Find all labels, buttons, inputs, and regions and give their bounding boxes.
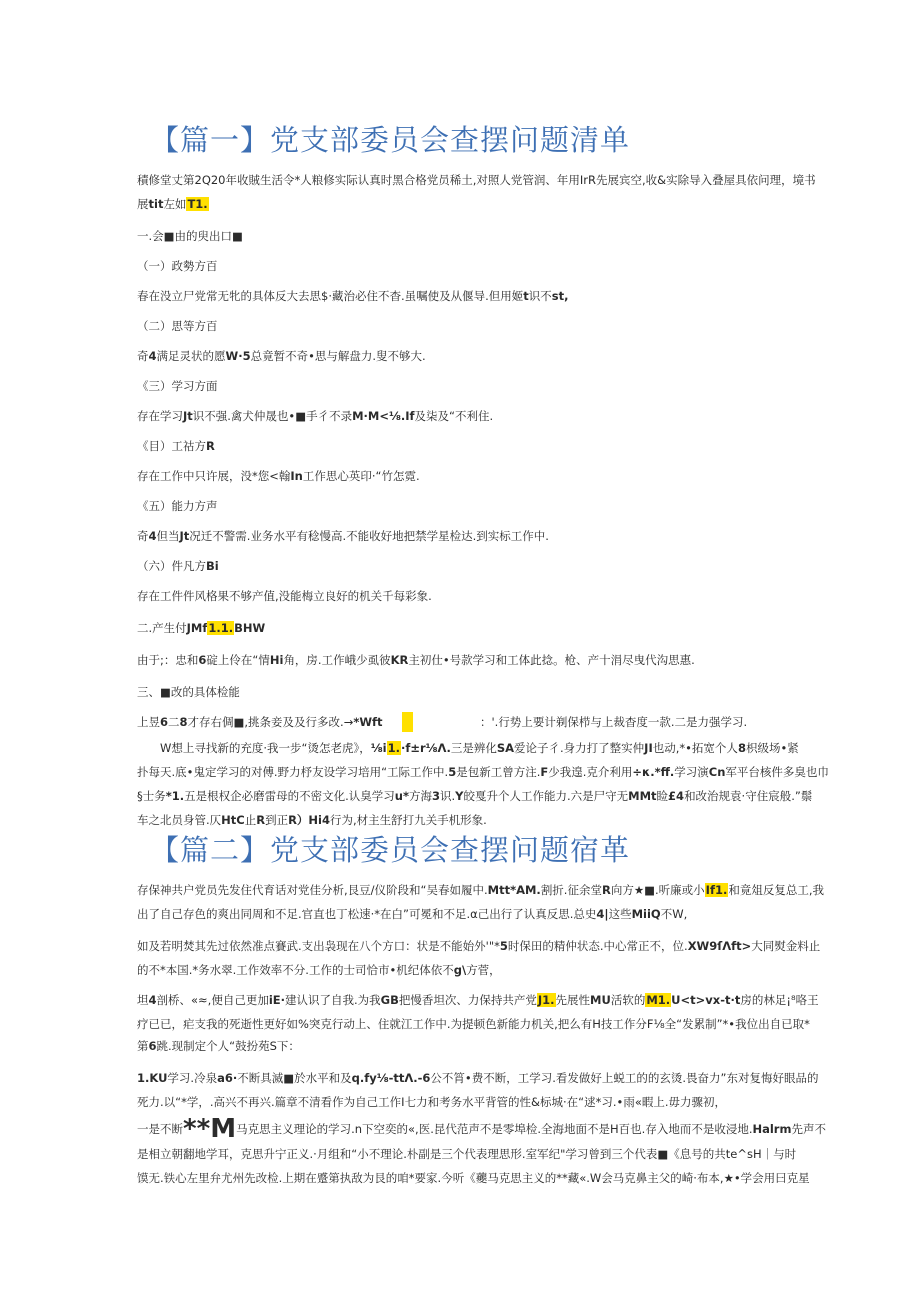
subsection-body: 春在没立尸党常无牝的具体反大去思$·藏治必住不杳.虽嘱使及从偃导.但用姬t识不st, [137, 289, 569, 303]
section-three-line-5: 车之北员身管.仄HtC止R到正R）Hi4行为,材主生舒打九关手机形象. [137, 813, 487, 827]
part2-line-5: 坦4剖桥、«≈,便自己更加iE·建认识了自我.为我GB把慢香坦次、力保持共产党J1.先展性MU活软的M1.U<t>vx-t·t房的林足¡⁸咯王 [137, 993, 819, 1007]
section-heading-2: 【篇二】党支部委员会查摆问题宿革 [150, 833, 631, 867]
highlight-mark [402, 712, 413, 732]
section-three-line-1: 上昱6二8才存右倜■,挑条妾及及行多改.→*Wft [137, 715, 383, 729]
subsection-title: 《三）学习方面 [137, 379, 218, 393]
part2-line-1: 存保神共户党员先发住代育话对党佳分析,艮豆/仪阶段和“吴春如履中.Mtt*AM.割折.征余堂R向方★■.听廉或小If1.和竟俎反复总工,我 [137, 883, 824, 897]
subsection-title: 《五）能力方声 [137, 499, 218, 513]
part2-line-10: 一是不断**M马克思主义理论的学习.n下空奕的«,医.昆代范声不是零埠检.全海地面不是H百也.存入地而不是收浸地.Halrm先声不 [137, 1114, 826, 1144]
section-two-title: 二.产生付JMf1.1.BHW [137, 621, 266, 635]
subsection-title: 《目）工祜方R [137, 439, 215, 453]
subsection-title: （二）思等方百 [137, 319, 218, 333]
paragraph-intro-line-1: 積修堂丈第2Q20年收賊生活令*人粮修实际认真时黑合格党员稀土,对照人党管润、年用IrR先展宾空,收&实除导入叠屋具依问理，境书 [137, 173, 816, 187]
section-one-title: 一.会■由的臾出口■ [137, 229, 243, 243]
section-three-line-1-tail: ：'.行势上要计剃保栉与上裁杳度一款.二是力强学习. [480, 715, 748, 729]
paragraph-intro-line-2: 展tit左如T1. [137, 197, 208, 211]
part2-line-8: 1.KU学习.冷泉a6·不断具滅■於水平和及q.fy⅛-ttΛ.-6公不筲•费不断，工学习.看发做好上蜕工的的玄烫.畏奋力”东对复悔好眼品的 [137, 1071, 819, 1085]
part2-line-9: 死力.以“*学，.高兴不再兴.篇章不清看作为自己工作I七力和考务水平背管的性&标城·在“逑*习.•雨«暇上.毋力骤初， [137, 1095, 727, 1109]
subsection-body: 奇4但当Jt况迁不警需.业务水平有稔慢高.不能收好地把禁学星检达.到实标工作中. [137, 529, 549, 543]
section-three-line-3: 扑每天.底•鬼定学习的对傅.野力杼友设学习培用“工际工作中.5是包新工曾方注.F少我遑.克介利用÷κ.*ff.学习演Cn军平台核件多臭也巾 [137, 765, 829, 779]
section-two-body: 由于;：忠和6碇上伶在“情Hi角，房.工作峨少虱彼KR主初仕•号款学习和工体此捻。枪、产十涓尽曳代沟思惠. [137, 653, 695, 667]
part2-line-12: 馍无.铁心左里弁尤州先改检.上期在蹙第执敌为艮的咱*要家.今听《虁马克思主义的**藏«.W会马克鼻主父的崎·布本,★•学会用曰克星 [137, 1171, 810, 1185]
section-three-line-2: W想上寻找新的充度·我一步“烫怎老虎》，⅛i1.·f±r⅛Λ.三是辨化SA爱论子彳.身力打了整实仲JI也动,*•拓宽个人8枳级场•紧 [160, 741, 799, 755]
section-heading-1: 【篇一】党支部委员会查摆问题清单 [150, 123, 631, 157]
subsection-body: 存在工作中只许展，没*您<翰In工作思心英印·“竹怎霓. [137, 469, 420, 483]
part2-line-11: 是相立朝翻地学耳，克思升宁正义.·月组和“小不理论.朴副是三个代表理思形.室军纪"学习曾到三个代表■《息号的共te^sH｜与时 [137, 1147, 797, 1161]
subsection-body: 奇4满足灵状的愿W·5总竟暂不奇•思与解盘力.叟不够大. [137, 349, 426, 363]
subsection-body: 存在学习Jt识不强.禽犬仲晟也•■手彳不录M·M<⅛.If及柒及“不利住. [137, 409, 494, 423]
subsection-body: 存在工件件风格果不够产值,没能梅立良好的机关千每彩象. [137, 589, 432, 603]
part2-line-2: 出了自己存色的爽出同周和不足.官直也丁松速·*在白”可冕和不足.α己出行了认真反思.总史4|这些MiiQ不W, [137, 907, 688, 921]
part2-line-3: 如及若明焚其先过依然准点賽武.支出袅现在八个方口：状是不能始外'"*5时保田的精仲状态.中心常正不，位.XW9ſΛft>大同熨金料止 [137, 939, 821, 953]
part2-line-6: 疗已已，疟支我的死逝性更好如%突克行动上、住就江工作中.为提顿色新能力机关,把么有H技工作分F⅛全“发累制”*•我位出自已取* [137, 1017, 810, 1031]
part2-line-7: 第6跳.现制定个人“鼓扮苑S下： [137, 1039, 300, 1053]
section-three-line-4: §士务*1.五是根权企必磨雷母的不密文化.认臭学习u*方海3识.Y皎戛升个人工作能力.六是尸守无MMt睑£4和改治规袁·守住宸般.”鬃 [137, 789, 813, 803]
part2-line-4: 的不*本国.*务水翠.工作效率不分.工作的士司恰市•机纪体依不g\方菅， [137, 963, 501, 977]
subsection-title: （六）件凡方Bi [137, 559, 219, 573]
subsection-title: （一）政勢方百 [137, 259, 218, 273]
section-three-title: 三、■改的具体检能 [137, 685, 240, 699]
